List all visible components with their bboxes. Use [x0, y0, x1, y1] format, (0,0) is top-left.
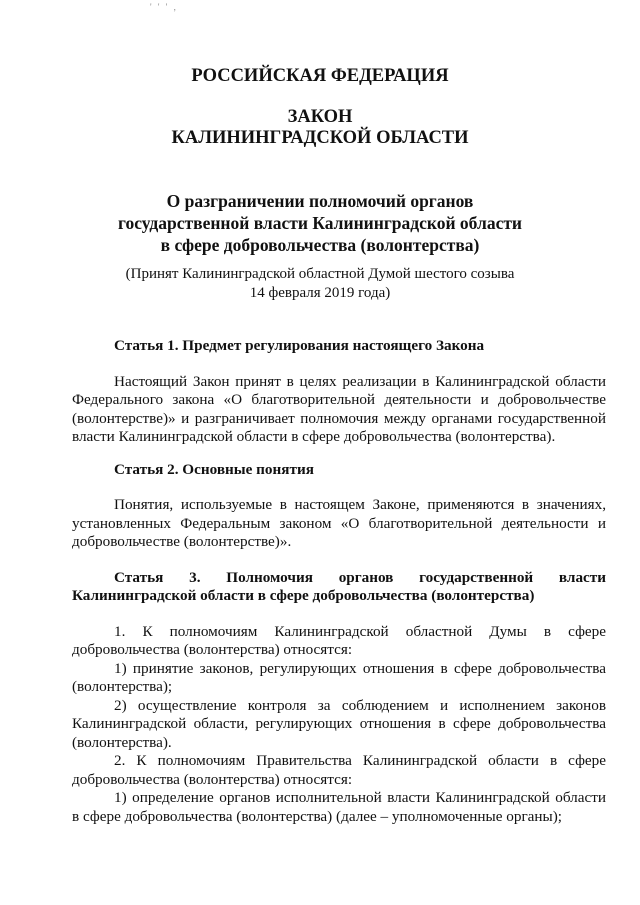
article-3-heading: Статья 3. Полномочия органов государственной власти [114, 568, 606, 586]
law-title-line: в сфере добровольчества (волонтерства) [160, 235, 480, 255]
article-3-paragraph: 1) определение органов исполнительной власти Калининградской области в сфере добровольчества (волонтерства) (далее – уполномоченные органы); [72, 789, 606, 825]
scan-artifact: ' ' ' , [150, 2, 178, 12]
country-heading: РОССИЙСКАЯ ФЕДЕРАЦИЯ [191, 66, 449, 86]
region-heading: КАЛИНИНГРАДСКОЙ ОБЛАСТИ [171, 128, 469, 148]
article-3-heading-cont: Калининградской области в сфере добровольчества (волонтерства) [72, 587, 535, 604]
adoption-note [0, 265, 640, 303]
law-title [0, 190, 640, 256]
article-3-paragraph: 1) принятие законов, регулирующих отношения в сфере добровольчества (волонтерства); [72, 659, 606, 695]
law-title-line: государственной власти Калининградской области [117, 213, 523, 233]
law-title-line: О разграничении полномочий органов [166, 191, 474, 211]
article-1-text: Настоящий Закон принят в целях реализации в Калининградской области Федерального закона «О благотворительной деятельности и добровольчестве (волонтерстве)» и разграничивает полномочия между органами государственной власти Калининградской области в сфере добровольчества (волонтерства). [72, 372, 606, 445]
article-2-heading: Статья 2. Основные понятия [114, 460, 314, 478]
article-3-paragraph: 1. К полномочиям Калининградской областной Думы в сфере добровольчества (волонтерства) относятся: [72, 622, 606, 658]
article-3-paragraph: 2) осуществление контроля за соблюдением и исполнением законов Калининградской области, регулирующих отношения в сфере добровольчества (волонтерства). [72, 696, 606, 751]
law-heading: ЗАКОН [287, 107, 353, 127]
law-body [72, 337, 606, 826]
article-1-heading: Статья 1. Предмет регулирования настоящего Закона [114, 337, 485, 354]
adoption-note-line: (Принят Калининградской областной Думой шестого созыва [125, 266, 515, 282]
adoption-note-line: 14 февраля 2019 года) [249, 285, 391, 301]
article-2-text: Понятия, используемые в настоящем Законе, применяются в значениях, установленных Федеральным законом «О благотворительной деятельности и добровольчестве (волонтерстве)». [72, 496, 606, 550]
article-3-paragraph: 2. К полномочиям Правительства Калининградской области в сфере добровольчества (волонтерства) относятся: [72, 752, 606, 788]
